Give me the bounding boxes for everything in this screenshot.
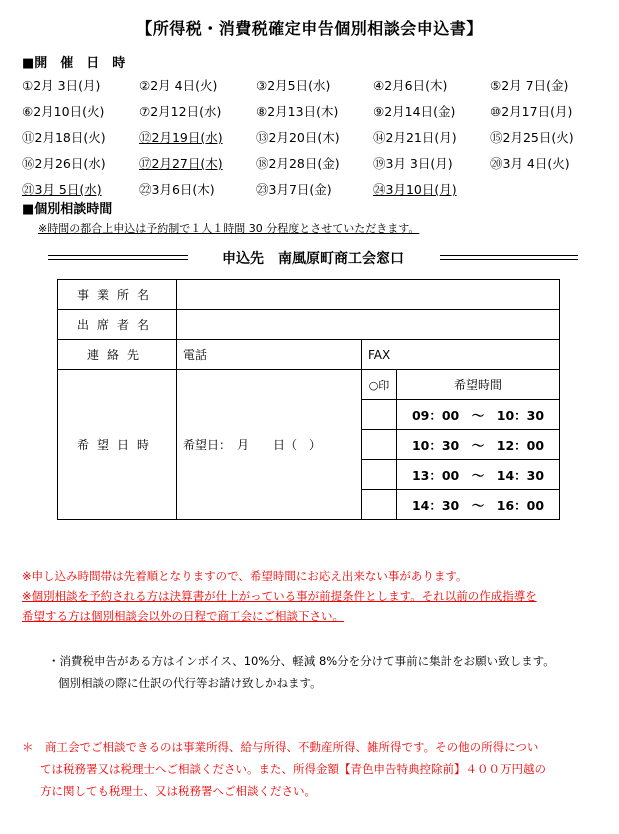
date-option: ⑦2月12日(水) bbox=[139, 104, 222, 119]
business-name-label: 事業所名 bbox=[58, 280, 177, 310]
time-slot: 13：00 ～ 14：30 bbox=[397, 460, 560, 490]
date-row bbox=[22, 128, 612, 154]
date-option: ㉓3月7日(金) bbox=[256, 182, 332, 197]
footer-note-line: ては税務署又は税理士へご相談ください。また、所得金額【青色申告特典控除前】４００万円越の bbox=[40, 762, 546, 776]
date-list bbox=[22, 76, 612, 206]
red-note-first-come: ※申し込み時間帯は先着順となりますので、希望時間にお応え出来ない事があります。 bbox=[22, 569, 468, 583]
fax-field[interactable] bbox=[362, 340, 560, 370]
date-option: ①2月 3日(月) bbox=[22, 78, 101, 93]
footer-note-line: ＊ 商工会でご相談できるのは事業所得、給与所得、不動産所得、雑所得です。その他の所得につい bbox=[22, 740, 539, 754]
page-title: 【所得税・消費税確定申告個別相談会申込書】 bbox=[136, 19, 483, 38]
date-option: ⑱2月28日(金) bbox=[256, 156, 340, 171]
business-name-field[interactable] bbox=[177, 280, 560, 310]
footer-note bbox=[22, 736, 546, 802]
schedule-heading: ■開 催 日 時 bbox=[22, 56, 126, 71]
date-option: ⑧2月13日(木) bbox=[256, 104, 339, 119]
date-row bbox=[22, 76, 612, 102]
date-option: ⑰2月27日(木) bbox=[139, 156, 223, 171]
date-option: ⑫2月19日(水) bbox=[139, 130, 223, 145]
date-option bbox=[490, 180, 607, 206]
slot-mark-cell[interactable] bbox=[362, 460, 397, 490]
date-option: ⑩2月17日(月) bbox=[490, 104, 573, 119]
date-option: ②2月 4日(火) bbox=[139, 78, 218, 93]
application-heading-bar bbox=[48, 248, 578, 268]
fax-label: FAX bbox=[368, 347, 391, 362]
time-slot: 09：00 ～ 10：30 bbox=[397, 400, 560, 430]
attendee-field[interactable] bbox=[177, 310, 560, 340]
tax-note bbox=[48, 650, 555, 694]
date-option: ⑭2月21日(月) bbox=[373, 130, 457, 145]
tax-note-line: ・消費税申告がある方はインボイス、10%分、軽減 8%分を分けて事前に集計をお願い致します。 bbox=[48, 654, 555, 668]
slot-mark-cell[interactable] bbox=[362, 490, 397, 520]
time-slot: 14：30 ～ 16：00 bbox=[397, 490, 560, 520]
desired-date-text: 希望日： 月 日（ ） bbox=[183, 438, 322, 452]
tax-note-line: 個別相談の際に仕訳の代行等お請け致しかねます。 bbox=[58, 676, 322, 690]
date-option: ⑮2月25日(火) bbox=[490, 130, 574, 145]
date-option: ④2月6日(木) bbox=[373, 78, 448, 93]
date-option: ㉒3月6日(木) bbox=[139, 182, 215, 197]
phone-field[interactable] bbox=[177, 340, 362, 370]
desired-datetime-label: 希望日時 bbox=[58, 370, 177, 520]
contact-label: 連絡先 bbox=[58, 340, 177, 370]
desired-date-field[interactable] bbox=[177, 370, 362, 520]
attendee-label: 出席者名 bbox=[58, 310, 177, 340]
mark-header: ○印 bbox=[362, 370, 397, 400]
date-option: ㉔3月10日(月) bbox=[373, 182, 457, 197]
slot-mark-cell[interactable] bbox=[362, 400, 397, 430]
date-option: ⑬2月20日(木) bbox=[256, 130, 340, 145]
date-option: ⑨2月14日(金) bbox=[373, 104, 456, 119]
footer-note-line: 方に関しても税理士、又は税務署へご相談ください。 bbox=[40, 784, 316, 798]
date-option: ⑥2月10日(火) bbox=[22, 104, 105, 119]
consult-heading: ■個別相談時間 bbox=[22, 202, 113, 217]
date-row bbox=[22, 154, 612, 180]
date-option: ⑲3月 3日(月) bbox=[373, 156, 453, 171]
time-slot: 10：30 ～ 12：00 bbox=[397, 430, 560, 460]
date-option: ⑯2月26日(水) bbox=[22, 156, 106, 171]
red-note-alternative: 希望する方は個別相談会以外の日程で商工会にご相談下さい。 bbox=[22, 609, 344, 623]
application-heading: 申込先 南風原町商工会窓口 bbox=[216, 251, 410, 267]
time-header: 希望時間 bbox=[397, 370, 560, 400]
red-notes bbox=[22, 566, 537, 626]
phone-label: 電話 bbox=[183, 348, 208, 362]
consult-note: ※時間の都合上申込は予約制で１人１時間 30 分程度とさせていただきます。 bbox=[38, 222, 420, 235]
date-option: ⑪2月18日(火) bbox=[22, 130, 106, 145]
application-form bbox=[57, 279, 560, 520]
date-option: ⑳3月 4日(火) bbox=[490, 156, 570, 171]
date-option: ⑤2月 7日(金) bbox=[490, 78, 569, 93]
date-row bbox=[22, 102, 612, 128]
red-note-prerequisite: ※個別相談を予約される方は決算書が仕上がっている事が前提条件とします。それ以前の作成指導を bbox=[22, 589, 537, 603]
slot-mark-cell[interactable] bbox=[362, 430, 397, 460]
date-option: ③2月5日(水) bbox=[256, 78, 331, 93]
date-option: ㉑3月 5日(水) bbox=[22, 182, 102, 197]
